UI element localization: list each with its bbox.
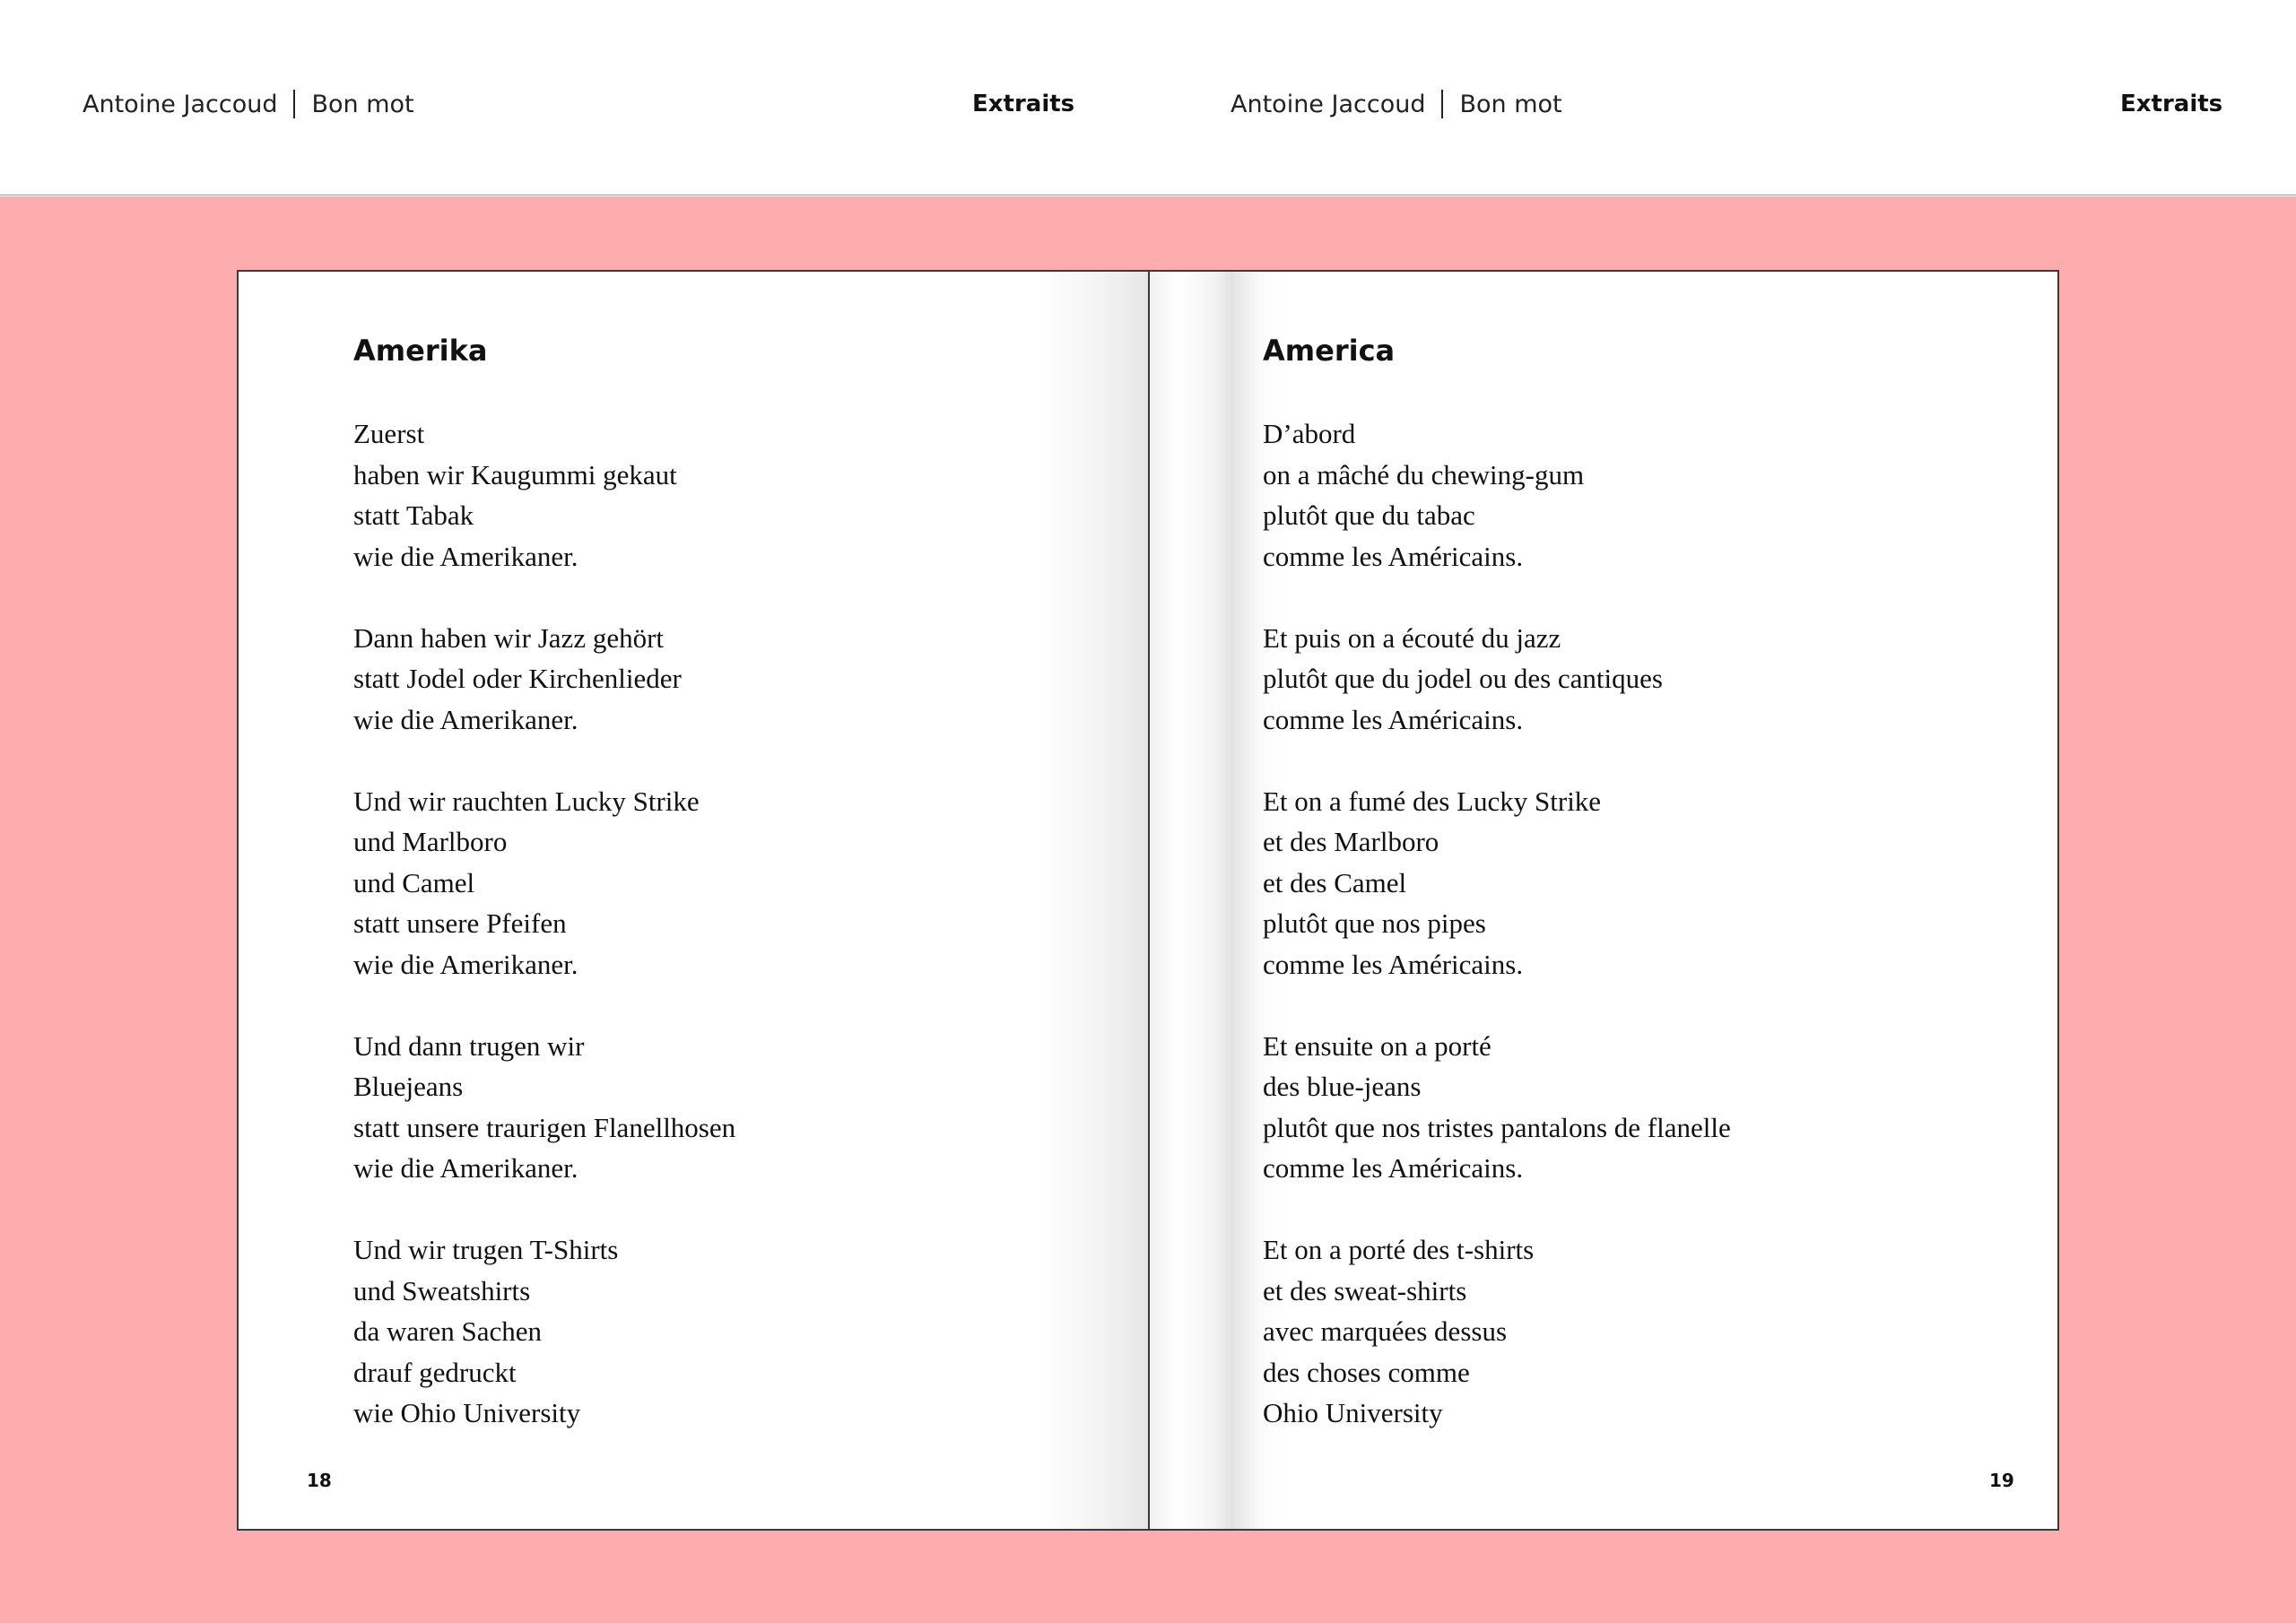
poem-line: und Marlboro <box>353 826 508 857</box>
poem-line: comme les Américains. <box>1263 1152 1524 1184</box>
poem-line: plutôt que du tabac <box>1263 499 1475 531</box>
poem-line: wie die Amerikaner. <box>353 1152 578 1184</box>
poem-line: comme les Américains. <box>1263 540 1524 572</box>
header-credit-left <box>83 86 414 122</box>
stanza <box>353 1026 735 1189</box>
poem-title-german: Amerika <box>353 334 488 368</box>
poem-line: Ohio University <box>1263 1397 1443 1428</box>
poem-german <box>353 413 735 1474</box>
stanza <box>353 1229 735 1434</box>
stanza <box>353 413 735 577</box>
poem-line: plutôt que du jodel ou des cantiques <box>1263 663 1663 694</box>
header-divider <box>1441 90 1443 118</box>
poem-line: Et ensuite on a porté <box>1263 1029 1492 1062</box>
poem-line: haben wir Kaugummi gekaut <box>353 458 677 490</box>
author-name: Antoine Jaccoud <box>83 90 278 118</box>
stanza <box>353 618 735 741</box>
poem-line: on a mâché du chewing-gum <box>1263 458 1585 490</box>
stanza <box>1263 781 1731 985</box>
poem-line: des blue-jeans <box>1263 1071 1422 1102</box>
poem-line: wie die Amerikaner. <box>353 703 578 735</box>
poem-title-french: America <box>1263 334 1396 368</box>
header-divider <box>293 90 295 118</box>
poem-line: da waren Sachen <box>353 1315 543 1347</box>
poem-line: statt Jodel oder Kirchenlieder <box>353 663 682 694</box>
poem-line: wie die Amerikaner. <box>353 540 578 572</box>
stanza <box>1263 1229 1731 1434</box>
stanza <box>1263 413 1731 577</box>
poem-line: D’abord <box>1263 418 1356 449</box>
poem-line: comme les Américains. <box>1263 948 1524 980</box>
book-title: Bon mot <box>1459 90 1562 118</box>
poem-line: et des Marlboro <box>1263 826 1439 857</box>
poem-line: Dann haben wir Jazz gehört <box>353 621 665 654</box>
poem-line: drauf gedruckt <box>353 1356 517 1388</box>
poem-line: plutôt que nos tristes pantalons de flanelle <box>1263 1111 1731 1143</box>
right-page <box>1150 272 2057 1529</box>
poem-line: avec marquées dessus <box>1263 1315 1508 1347</box>
poem-line: Et on a porté des t-shirts <box>1263 1234 1535 1265</box>
poem-line: Et on a fumé des Lucky Strike <box>1263 785 1602 817</box>
open-book <box>237 270 2059 1531</box>
stanza <box>1263 618 1731 741</box>
poem-line: Zuerst <box>353 418 425 449</box>
poem-line: et des Camel <box>1263 866 1407 898</box>
poem-line: und Sweatshirts <box>353 1274 531 1306</box>
poem-line: Und wir trugen T-Shirts <box>353 1234 619 1265</box>
stanza <box>353 781 735 985</box>
poem-line: wie die Amerikaner. <box>353 948 578 980</box>
poem-line: und Camel <box>353 866 475 898</box>
poem-line: wie Ohio University <box>353 1397 581 1428</box>
section-label-right: Extraits <box>2120 91 2223 117</box>
poem-line: des choses comme <box>1263 1356 1470 1388</box>
header-credit-right <box>1231 86 1562 122</box>
page-number-left: 18 <box>307 1470 332 1491</box>
stanza <box>1263 1026 1731 1189</box>
poem-line: Und dann trugen wir <box>353 1029 585 1062</box>
poem-line: Und wir rauchten Lucky Strike <box>353 785 700 817</box>
author-name: Antoine Jaccoud <box>1231 90 1426 118</box>
section-label-left: Extraits <box>972 91 1075 117</box>
poem-line: statt unsere traurigen Flanellhosen <box>353 1111 736 1143</box>
page-number-right: 19 <box>1989 1470 2014 1491</box>
book-title: Bon mot <box>311 90 414 118</box>
header-bar <box>0 0 2296 195</box>
poem-line: plutôt que nos pipes <box>1263 907 1486 939</box>
poem-line: comme les Américains. <box>1263 703 1524 735</box>
poem-line: Et puis on a écouté du jazz <box>1263 621 1561 654</box>
poem-line: et des sweat-shirts <box>1263 1274 1467 1306</box>
poem-line: statt unsere Pfeifen <box>353 907 567 939</box>
poem-line: Bluejeans <box>353 1071 464 1102</box>
poem-french <box>1263 413 1731 1474</box>
poem-line: statt Tabak <box>353 499 474 531</box>
left-page <box>239 272 1148 1529</box>
